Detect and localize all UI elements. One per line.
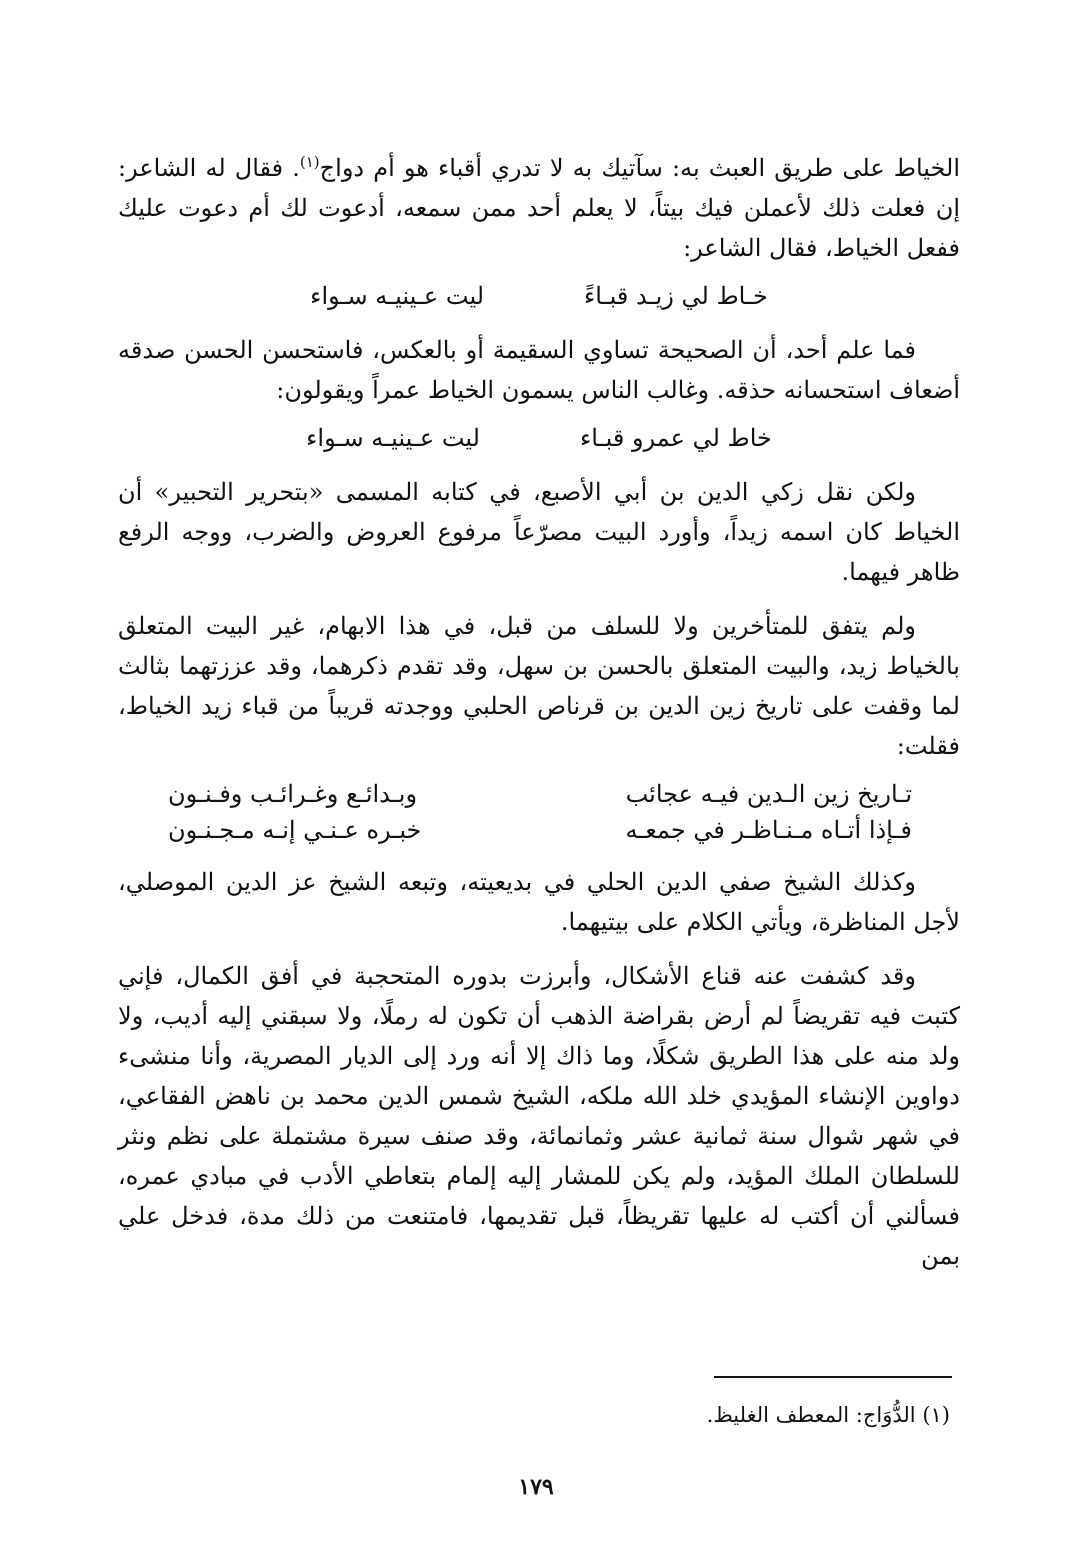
verse-1-first-hemistich: خـاط لي زيـد قبـاءً — [584, 282, 768, 310]
paragraph-3: ولكن نقل زكي الدين بن أبي الأصبع، في كتابه المسمى «بتحرير التحبير» أن الخياط كان اسمه زيداً، وأورد البيت مصرّعاً مرفوع العروض والضرب، ووجه الرفع ظاهر فيهما. — [118, 478, 960, 586]
verse-3-line-2-first-hemistich: فـإذا أتـاه مـنـاظـر في جمعـه — [625, 816, 912, 844]
verse-1-second-hemistich: ليت عـينيـه سـواء — [310, 282, 485, 310]
verse-3-line-1-first-hemistich: تـاريخ زين الـدين فيـه عجائب — [625, 780, 912, 808]
verse-3-line-1 — [118, 776, 960, 812]
footnote-text: الدُّوَاج: المعطف الغليظ. — [706, 1403, 916, 1427]
paragraph-6: وقد كشفت عنه قناع الأشكال، وأبرزت بدوره المتحجبة في أفق الكمال، فإني كتبت فيه تقريضاً لم أرض بقراضة الذهب أن تكون له رملًا، ولا سبقني إليه أديب، ولا ولد منه على هذا الطريق شكلًا، وما ذاك إلا أنه ورد إلى الديار المصرية، وأنا منشىء دواوين الإنشاء المؤيدي خلد الله ملكه، الشيخ شمس الدين محمد بن ناهض الفقاعي، في شهر شوال سنة ثمانية عشر وثمانمائة، وقد صنف سيرة مشتملة على نظم ونثر للسلطان الملك المؤيد، ولم يكن للمشار إليه إلمام بتعاطي الأدب في مبادي عمره، فسألني أن أكتب له عليها تقريظاً، قبل تقديمها، فامتنعت من ذلك مدة، فدخل علي بمن — [118, 962, 960, 1270]
verse-1 — [118, 276, 960, 316]
verse-2-second-hemistich: ليت عـينيـه سـواء — [306, 424, 480, 452]
page-body — [118, 148, 960, 1284]
paragraph-1-text: الخياط على طريق العبث به: سآتيك به لا تدري أقباء هو أم دواج — [319, 154, 960, 182]
verse-3-line-2-second-hemistich: خبـره عـنـي إنـه مـجـنـون — [168, 816, 422, 844]
footnote-reference[interactable]: (١) — [299, 153, 320, 171]
page-number: ١٧٩ — [518, 1474, 554, 1500]
footnote-marker: (١) — [922, 1403, 950, 1427]
verse-3 — [118, 776, 960, 848]
paragraph-1-continuation: . فقال له الشاعر: إن فعلت ذلك لأعملن فيك بيتاً، لا يعلم أحد ممن سمعه، أدعوت لك أم دعوت عليك ففعل الخياط، فقال الشاعر: — [118, 154, 960, 262]
paragraph-4: ولم يتفق للمتأخرين ولا للسلف من قبل، في هذا الابهام، غير البيت المتعلق بالخياط زيد، والبيت المتعلق بالحسن بن سهل، وقد تقدم ذكرهما، وقد عززتهما بثالث لما وقفت على تاريخ زين الدين بن قرناص الحلبي ووجدته قريباً من قباء زيد الخياط، فقلت: — [118, 612, 960, 760]
footnote-divider — [714, 1376, 952, 1378]
footnote — [150, 1400, 950, 1430]
verse-3-line-2 — [118, 812, 960, 848]
paragraph-1 — [118, 148, 960, 268]
verse-3-line-1-second-hemistich: وبـدائـع وغـرائـب وفـنـون — [168, 780, 418, 808]
verse-2-first-hemistich: خاط لي عمرو قبـاء — [579, 424, 772, 452]
paragraph-5: وكذلك الشيخ صفي الدين الحلي في بديعيته، وتبعه الشيخ عز الدين الموصلي، لأجل المناظرة، ويأتي الكلام على بيتيهما. — [118, 868, 960, 936]
verse-2 — [118, 418, 960, 458]
paragraph-2: فما علم أحد، أن الصحيحة تساوي السقيمة أو بالعكس، فاستحسن الحسن صدقه أضعاف استحسانه حذقه. وغالب الناس يسمون الخياط عمراً ويقولون: — [118, 336, 960, 404]
